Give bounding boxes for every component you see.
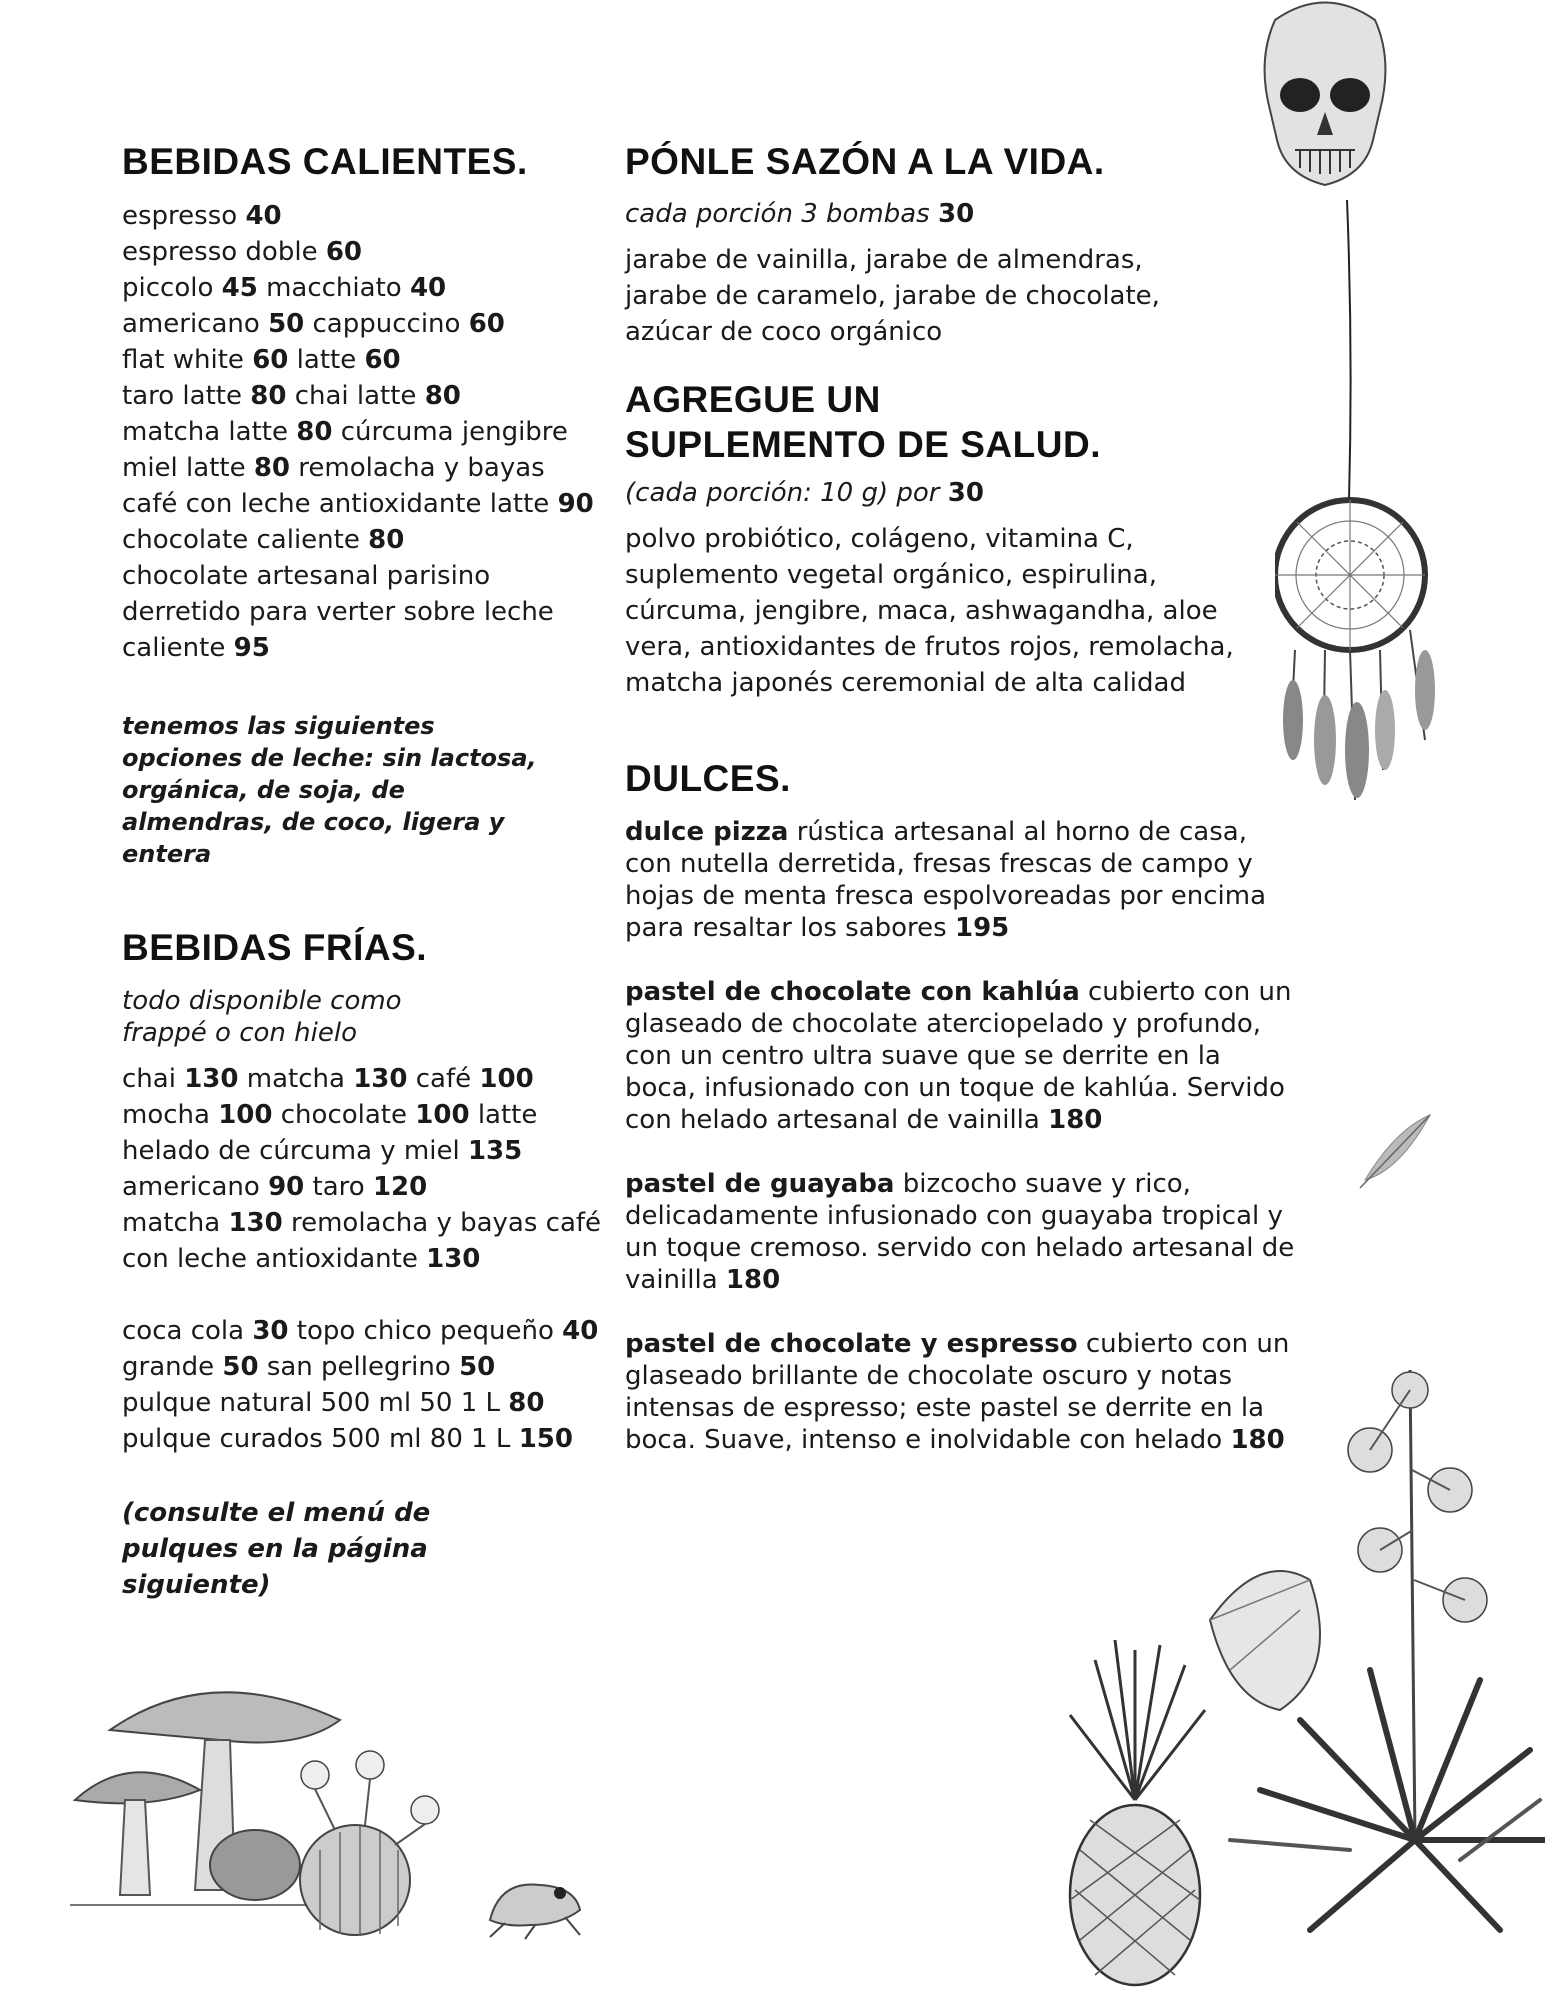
- cold-drinks-subtitle: todo disponible como frappé o con hielo: [122, 985, 402, 1048]
- sweets-title: DULCES.: [625, 758, 791, 800]
- hot-drinks-title: BEBIDAS CALIENTES.: [122, 141, 528, 182]
- left-column: [122, 140, 602, 1603]
- dreamcatcher-icon: [1275, 480, 1475, 820]
- other-drinks-list: coca cola 30 topo chico pequeño 40 grande 50 san pellegrino 50 pulque natural 500 ml 50 1 L 80 pulque curados 500 ml 80 1 L 150: [122, 1315, 599, 1454]
- skull-icon: [1255, 0, 1395, 210]
- sweet-item-kahlua-cake: pastel de chocolate con kahlúa cubierto con un glaseado de chocolate aterciopelado y profundo, con un centro ultra suave que se derrite en la boca, infusionado con un toque de kahlúa. Servido con helado artesanal de vainilla 180: [625, 976, 1292, 1135]
- pineapple-icon: [1055, 1640, 1215, 1990]
- sazon-portion: cada porción 3 bombas 30: [625, 199, 975, 230]
- sazon-title: PÓNLE SAZÓN A LA VIDA.: [625, 141, 1105, 182]
- hot-drinks-list: espresso 40 espresso doble 60 piccolo 45 macchiato 40 americano 50 cappuccino 60 flat white 60 latte 60 taro latte 80 chai latte 80 matcha latte 80 cúrcuma jengibre miel latte 80 remolacha y bayas café con leche antioxidante latte 90 chocolate caliente 80 chocolate artesanal parisino derretido para verter sobre leche caliente 95: [122, 201, 594, 664]
- balloon-string: [1345, 200, 1355, 500]
- agave-icon: [1200, 1370, 1545, 2000]
- cactus-icon: [280, 1750, 460, 1940]
- pulque-menu-note: (consulte el menú de pulques en la página siguiente): [122, 1497, 431, 1600]
- right-column: [625, 140, 1295, 1488]
- supplement-portion: (cada porción: 10 g) por 30: [625, 478, 984, 509]
- supplement-title: AGREGUE UN SUPLEMENTO DE SALUD.: [625, 379, 1101, 465]
- sazon-list: jarabe de vainilla, jarabe de almendras, jarabe de caramelo, jarabe de chocolate, azúcar de coco orgánico: [625, 245, 1160, 348]
- sweet-item-pizza: dulce pizza rústica artesanal al horno de casa, con nutella derretida, fresas frescas de campo y hojas de menta fresca espolvoreadas por encima para resaltar los sabores 195: [625, 816, 1266, 943]
- milk-options-note: tenemos las siguientes opciones de leche: sin lactosa, orgánica, de soja, de almendras, de coco, ligera y entera: [122, 712, 537, 869]
- sweet-item-guava-cake: pastel de guayaba bizcocho suave y rico, delicadamente infusionado con guayaba tropical y un toque cremoso. servido con helado artesanal de vainilla 180: [625, 1168, 1295, 1295]
- feather-icon: [1355, 1110, 1435, 1190]
- cold-drinks-title: BEBIDAS FRÍAS.: [122, 927, 428, 969]
- supplement-list: polvo probiótico, colágeno, vitamina C, suplemento vegetal orgánico, espirulina, cúrcuma, jengibre, maca, ashwagandha, aloe vera, antioxidantes de frutos rojos, remolacha, matcha japonés ceremonial de alta calidad: [625, 524, 1234, 699]
- cold-drinks-list: chai 130 matcha 130 café 100 mocha 100 chocolate 100 latte helado de cúrcuma y miel 135 americano 90 taro 120 matcha 130 remolacha y bayas café con leche antioxidante 130: [122, 1063, 602, 1274]
- frog-icon: [480, 1865, 590, 1940]
- sweet-item-espresso-cake: pastel de chocolate y espresso cubierto con un glaseado brillante de chocolate oscuro y notas intensas de espresso; este pastel se derrite en la boca. Suave, intenso e inolvidable con helado 180: [625, 1328, 1290, 1455]
